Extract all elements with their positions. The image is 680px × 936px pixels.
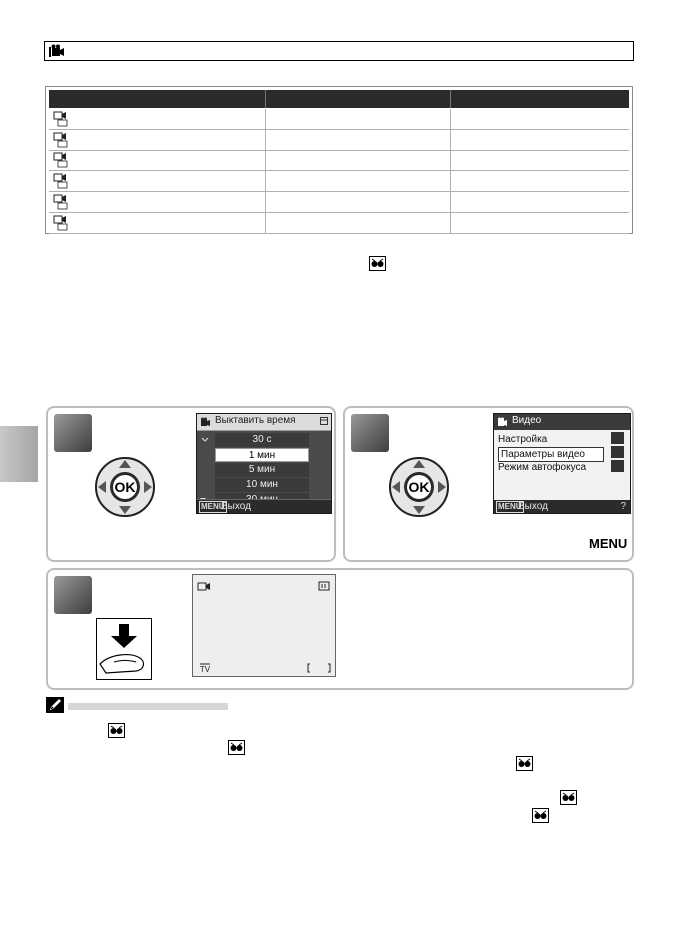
menu-tag: MENU <box>201 502 225 511</box>
wrench-icon <box>611 432 624 444</box>
option-10min[interactable]: 10 мин <box>215 478 309 492</box>
eye-reference-icon <box>369 256 386 271</box>
eye-reference-icon <box>532 808 549 823</box>
menu-button-label: MENU <box>589 536 628 551</box>
chevron-down-icon[interactable] <box>201 437 209 443</box>
table-cell <box>49 171 265 191</box>
multi-selector-ok-icon <box>94 456 156 518</box>
table-row <box>49 109 629 130</box>
movie-camera-icon <box>49 44 65 58</box>
pencil-note-icon <box>46 697 64 713</box>
screen-title-bar <box>494 414 630 430</box>
shutter-press-icon <box>96 618 152 680</box>
movie-small-icon <box>53 131 69 149</box>
svg-text:TV: TV <box>199 665 211 673</box>
eye-reference-icon <box>228 740 245 755</box>
table-row <box>49 192 629 213</box>
option-5min[interactable]: 5 мин <box>215 463 309 477</box>
eye-reference-icon <box>108 723 125 738</box>
step-3-panel <box>46 568 634 690</box>
help-icon: ? <box>620 501 626 512</box>
table-cell <box>265 109 450 129</box>
table-cell <box>49 130 265 150</box>
menu-item-movie-options[interactable]: Параметры видео <box>498 447 604 462</box>
table-cell <box>450 130 629 150</box>
table-cell <box>450 109 629 129</box>
table-row <box>49 150 629 171</box>
table-row <box>49 171 629 192</box>
movie-sepia-icon <box>53 214 69 232</box>
step-1-panel <box>46 406 336 562</box>
table-cell <box>265 150 450 170</box>
svg-text:OK: OK <box>114 479 136 495</box>
movie-mode-icon <box>197 581 211 591</box>
table-cell <box>49 109 265 129</box>
af-mode-icon <box>611 460 624 472</box>
movie-camera-icon <box>497 417 508 427</box>
table-cell <box>450 150 629 170</box>
movie-bw-icon <box>53 172 69 190</box>
movie-camera-icon <box>200 417 211 427</box>
menu-item-af-mode[interactable]: Режим автофокуса <box>498 462 587 473</box>
option-30s[interactable]: 30 с <box>215 433 309 447</box>
table-cell <box>450 192 629 212</box>
screen-title: Видео <box>512 415 542 426</box>
eye-reference-icon <box>560 790 577 805</box>
menu-tag: MENU <box>498 502 522 511</box>
multi-selector-ok-icon <box>388 456 450 518</box>
screen-footer <box>197 499 331 513</box>
section-header <box>44 41 634 61</box>
step-1-badge <box>54 414 92 452</box>
table-header <box>49 90 629 108</box>
movie-timelapse-icon <box>53 193 69 211</box>
svg-text:OK: OK <box>408 479 430 495</box>
scroll-indicator-icon <box>320 417 328 425</box>
frame-counter-icon <box>307 663 331 673</box>
table-cell <box>450 171 629 191</box>
chapter-side-tab <box>0 426 38 482</box>
tv-mode-icon <box>199 663 211 673</box>
menu-item-setup[interactable]: Настройка <box>498 434 548 445</box>
movie-shooting-screen <box>192 574 336 677</box>
table-cell <box>49 213 265 233</box>
header-divider <box>450 90 452 108</box>
movie-options-icon <box>611 446 624 458</box>
exit-label: Выход <box>518 501 548 512</box>
step-3-badge <box>54 576 92 614</box>
option-1min[interactable]: 1 мин <box>215 448 309 462</box>
screen-footer <box>494 500 630 513</box>
table-cell <box>265 213 450 233</box>
table-cell <box>49 192 265 212</box>
table-cell <box>265 130 450 150</box>
step-2-badge <box>351 414 389 452</box>
screen-title: Выктавить время <box>215 415 296 426</box>
table-cell <box>49 150 265 170</box>
table-cell <box>265 171 450 191</box>
table-cell <box>450 213 629 233</box>
screen-title-bar <box>197 414 331 431</box>
movie-smaller-icon <box>53 151 69 169</box>
eye-reference-icon <box>516 756 533 771</box>
table-row <box>49 213 629 234</box>
exit-label: Выход <box>221 501 251 512</box>
movie-menu-screen <box>493 413 631 514</box>
movie-options-table <box>45 86 633 234</box>
note-title-bar <box>68 703 228 710</box>
set-time-screen <box>196 413 332 514</box>
movie-tv-icon <box>53 110 69 128</box>
interval-icon <box>318 581 330 591</box>
table-row <box>49 130 629 151</box>
table-cell <box>265 192 450 212</box>
header-divider <box>265 90 267 108</box>
step-2-panel <box>343 406 634 562</box>
